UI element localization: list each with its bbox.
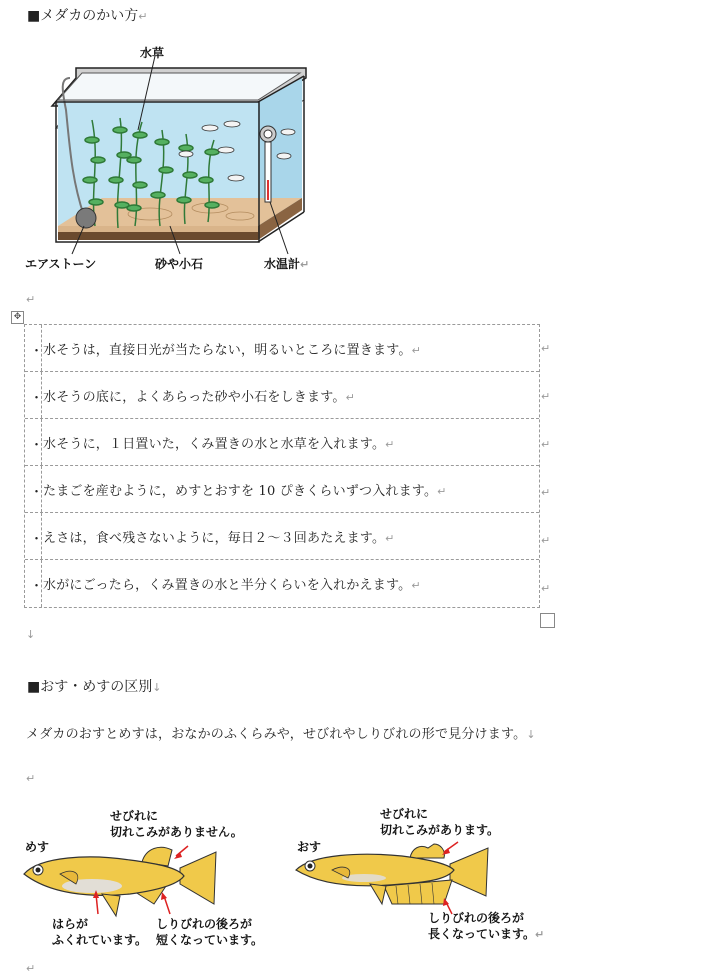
label-thermometer: 水温計↵	[264, 257, 310, 271]
male-label: おす	[297, 840, 322, 854]
empty-paragraph-mark: ↵	[26, 772, 36, 785]
female-dorsal-note: せびれに 切れこみがありません。	[110, 809, 243, 839]
label-air-stone: エアストーン	[25, 257, 97, 271]
end-paragraph-mark: ↵	[26, 962, 36, 975]
male-medaka-illustration	[292, 838, 502, 918]
female-anal-note: しりびれの後ろが 短くなっています。	[156, 917, 264, 947]
table-resize-handle[interactable]	[540, 613, 555, 628]
section-title-sex-difference: ■おす・めすの区別↓	[27, 679, 162, 695]
table-move-handle[interactable]: ✥	[11, 311, 24, 324]
sex-difference-paragraph: メダカのおすとめすは，おなかのふくらみや，せびれやしりびれの形で見分けます。↓	[26, 727, 536, 742]
table-row: ・ たまごを産むように，めすとおすを 10 ぴきくらいずつ入れます。↵	[25, 466, 539, 513]
table-row: ・ 水そうの底に，よくあらった砂や小石をしきます。↵	[25, 372, 539, 419]
table-row: ・ 水そうに，１日置いた，くみ置きの水と水草を入れます。↵	[25, 419, 539, 466]
row-end-mark: ↵	[541, 342, 551, 355]
male-dorsal-note: せびれに 切れこみがあります。	[380, 807, 500, 837]
row-end-mark: ↵	[541, 486, 551, 499]
male-anal-note: しりびれの後ろが 長くなっています。↵	[428, 911, 545, 941]
female-belly-note: はらが ふくれています。	[52, 917, 148, 947]
table-row: ・ 水がにごったら，くみ置きの水と半分くらいを入れかえます。↵	[25, 560, 539, 607]
row-end-mark: ↵	[541, 390, 551, 403]
label-water-plant: 水草	[140, 46, 165, 60]
care-steps-table	[24, 324, 540, 608]
row-end-mark: ↵	[541, 582, 551, 595]
section-title-care: ■メダカのかい方↵	[27, 8, 148, 24]
row-end-mark: ↵	[541, 438, 551, 451]
line-break-mark: ↓	[26, 628, 36, 641]
empty-paragraph-mark: ↵	[26, 293, 36, 306]
table-row: ・ えさは，食べ残さないように，毎日２～３回あたえます。↵	[25, 513, 539, 560]
female-label: めす	[25, 840, 50, 854]
label-sand: 砂や小石	[155, 257, 204, 271]
row-end-mark: ↵	[541, 534, 551, 547]
air-stone	[76, 208, 96, 228]
aquarium-illustration	[0, 30, 330, 280]
table-row: ・ 水そうは，直接日光が当たらない，明るいところに置きます。↵	[25, 325, 539, 372]
